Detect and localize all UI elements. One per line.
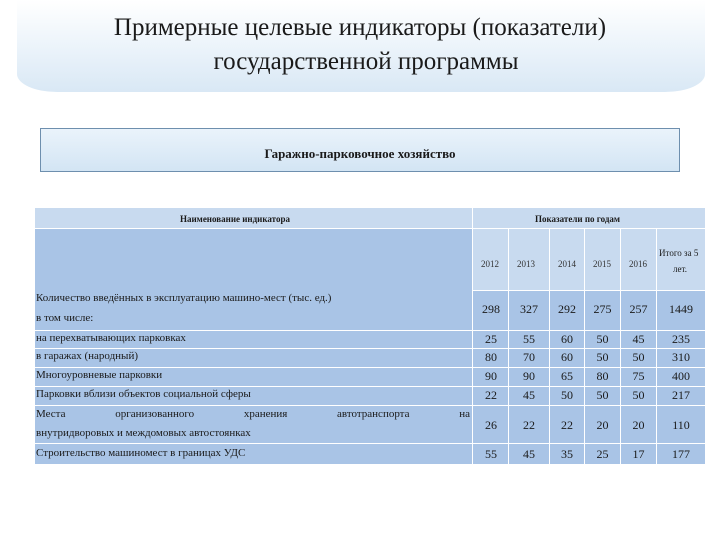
cell-value: 45 — [523, 447, 535, 461]
grid-line — [35, 330, 705, 331]
row-name: внутридворовых и междомовых автостоянках — [36, 427, 251, 439]
section-title-box — [40, 128, 680, 172]
header-indicator-name: Наименование индикатора — [180, 214, 290, 224]
cell-value: 17 — [632, 447, 645, 461]
cell-value: 298 — [482, 302, 500, 316]
grid-line — [35, 386, 705, 387]
year-2012: 2012 — [481, 259, 499, 269]
grid-line — [35, 348, 705, 349]
year-2013: 2013 — [517, 259, 535, 269]
cell-total: 310 — [672, 350, 690, 364]
cell-value: 35 — [561, 447, 573, 461]
cell-value: 80 — [596, 369, 609, 383]
cell-total: 400 — [672, 369, 690, 383]
cell-total: 235 — [672, 332, 690, 346]
row-name: Парковки вблизи объектов социальной сферы — [36, 388, 251, 400]
row-name: в том числе: — [36, 312, 94, 324]
cell-value: 327 — [520, 302, 538, 316]
cell-value: 90 — [485, 369, 497, 383]
cell-value: 257 — [629, 302, 648, 316]
cell-value: 60 — [561, 350, 573, 364]
grid-line — [472, 290, 705, 291]
cell-value: 45 — [523, 388, 535, 402]
cell-value: 50 — [596, 350, 609, 364]
cell-value: 75 — [632, 369, 645, 383]
cell-value: 45 — [632, 332, 645, 346]
cell-value: 22 — [523, 418, 535, 432]
cell-value: 60 — [561, 332, 573, 346]
cell-value: 50 — [632, 388, 645, 402]
row-name: Места организованного хранения автотранспорта на — [36, 408, 470, 420]
cell-total: 110 — [672, 418, 690, 432]
total-header-line-2: лет. — [673, 264, 687, 274]
cell-value: 275 — [593, 302, 612, 316]
grid-line — [35, 367, 705, 368]
row-name: на перехватывающих парковках — [36, 332, 186, 344]
total-header-line-1: Итого за 5 — [659, 248, 699, 258]
cell-value: 25 — [596, 447, 609, 461]
year-2016: 2016 — [629, 259, 647, 269]
row-name: Многоуровневые парковки — [36, 369, 163, 381]
cell-value: 65 — [561, 369, 573, 383]
cell-value: 20 — [596, 418, 609, 432]
cell-total: 177 — [672, 447, 690, 461]
row-name: в гаражах (народный) — [36, 350, 138, 362]
cell-value: 70 — [523, 350, 535, 364]
slide-title-line-1: Примерные целевые индикаторы (показатели) — [113, 14, 607, 41]
cell-value: 50 — [596, 332, 609, 346]
cell-value: 50 — [561, 388, 573, 402]
cell-value: 90 — [523, 369, 535, 383]
row-name: Количество введённых в эксплуатацию машино-мест (тыс. ед.) — [36, 292, 332, 304]
cell-value: 292 — [558, 302, 576, 316]
cell-value: 50 — [632, 350, 645, 364]
section-title: Гаражно-парковочное хозяйство — [264, 146, 456, 161]
cell-value: 55 — [485, 447, 497, 461]
cell-value: 25 — [485, 332, 497, 346]
cell-value: 20 — [632, 418, 645, 432]
cell-value: 22 — [485, 388, 497, 402]
cell-value: 80 — [485, 350, 497, 364]
cell-value: 55 — [523, 332, 535, 346]
indicators-table — [35, 208, 705, 464]
year-2015: 2015 — [593, 259, 611, 269]
row-name: Строительство машиномест в границах УДС — [36, 447, 246, 459]
grid-line — [35, 228, 705, 229]
grid-line — [35, 405, 705, 406]
year-2014: 2014 — [558, 259, 576, 269]
cell-total: 1449 — [669, 302, 693, 316]
grid-line — [35, 443, 705, 444]
cell-value: 50 — [596, 388, 609, 402]
cell-value: 26 — [485, 418, 497, 432]
cell-total: 217 — [672, 388, 690, 402]
header-values-by-year: Показатели по годам — [535, 214, 621, 224]
cell-value: 22 — [561, 418, 573, 432]
slide-title-line-2: государственной программы — [213, 48, 519, 75]
